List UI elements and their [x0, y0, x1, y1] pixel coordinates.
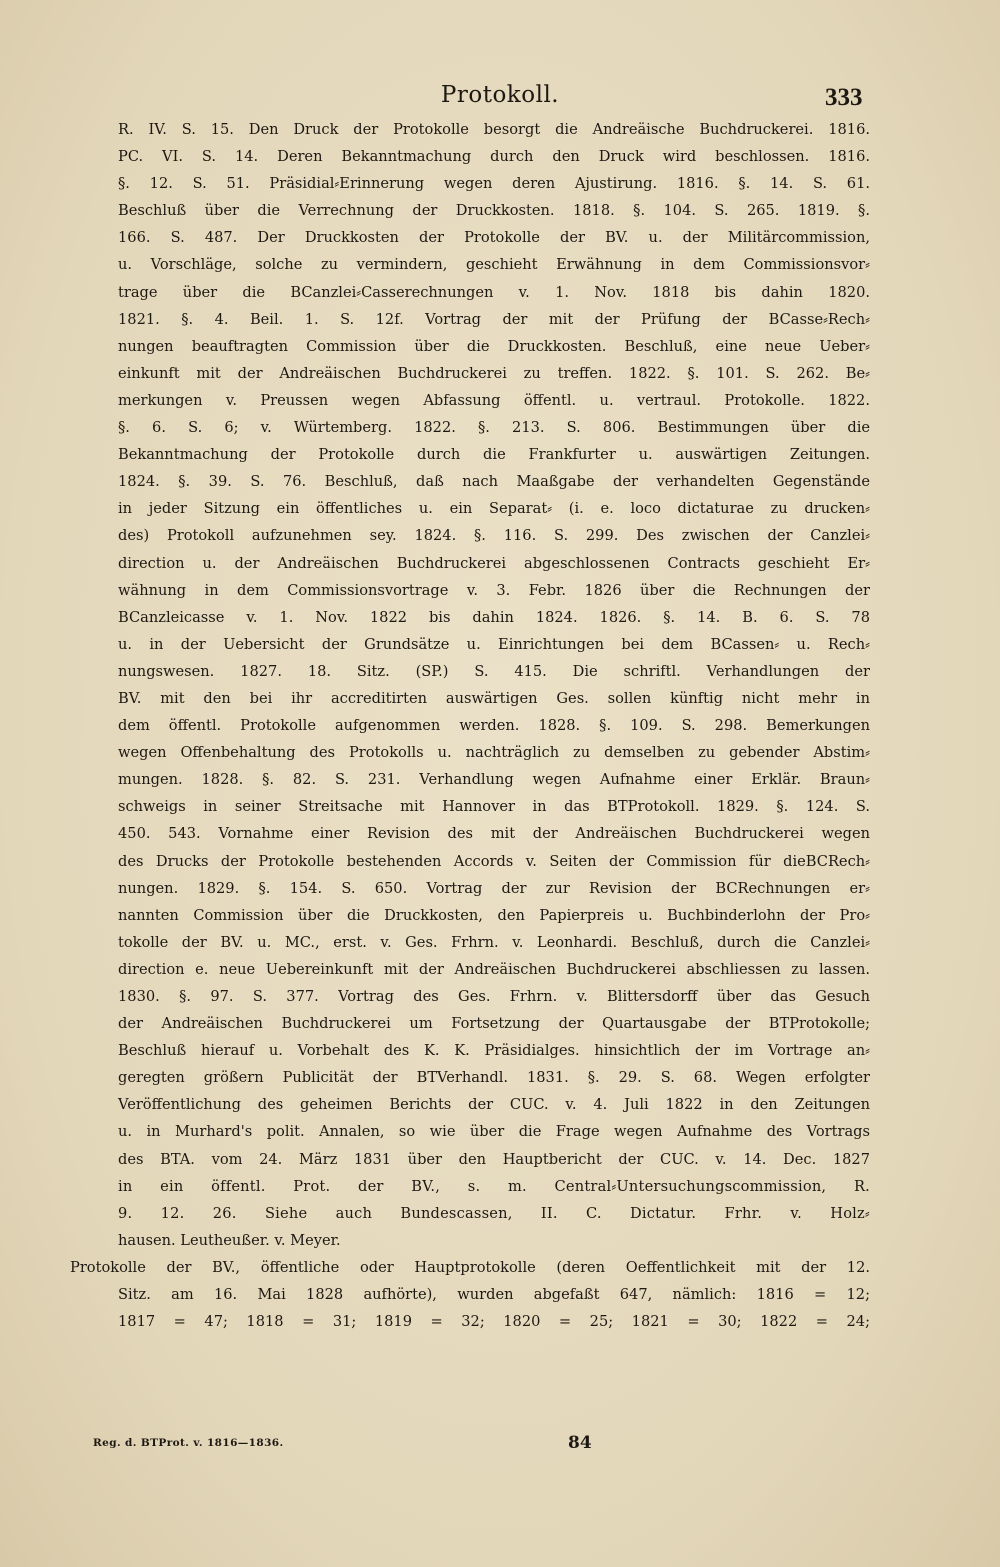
- sheet-number: 84: [568, 1433, 592, 1453]
- text-line: tokolle der BV. u. MC., erst. v. Ges. Frhrn. v. Leonhardi. Beschluß, durch die Canzlei⸗: [118, 933, 870, 951]
- text-line: des Drucks der Protokolle bestehenden Accords v. Seiten der Commission für dieBCRech⸗: [118, 852, 870, 870]
- text-line: §. 6. S. 6; v. Würtemberg. 1822. §. 213. S. 806. Bestimmungen über die: [118, 419, 870, 437]
- text-line: 166. S. 487. Der Druckkosten der Protokolle der BV. u. der Militärcommission,: [118, 229, 870, 247]
- text-line: 9. 12. 26. Siehe auch Bundescassen, II. C. Dictatur. Frhr. v. Holz⸗: [118, 1204, 870, 1222]
- text-line: merkungen v. Preussen wegen Abfassung öffentl. u. vertraul. Protokolle. 1822.: [118, 391, 870, 409]
- text-line: der Andreäischen Buchdruckerei um Fortsetzung der Quartausgabe der BTProtokolle;: [118, 1015, 870, 1033]
- text-line: nungswesen. 1827. 18. Sitz. (SP.) S. 415. Die schriftl. Verhandlungen der: [118, 662, 870, 680]
- text-line: direction u. der Andreäischen Buchdruckerei abgeschlossenen Contracts geschieht Er⸗: [118, 554, 870, 572]
- index-text-block: [70, 116, 870, 1335]
- text-line: nannten Commission über die Druckkosten, den Papierpreis u. Buchbinderlohn der Pro⸗: [118, 906, 870, 924]
- text-line: 1824. §. 39. S. 76. Beschluß, daß nach Maaßgabe der verhandelten Gegenstände: [118, 473, 870, 491]
- text-line: 1817 = 47; 1818 = 31; 1819 = 32; 1820 = 25; 1821 = 30; 1822 = 24;: [118, 1313, 870, 1331]
- text-line: §. 12. S. 51. Präsidial⸗Erinnerung wegen deren Ajustirung. 1816. §. 14. S. 61.: [118, 175, 870, 193]
- text-line: u. in der Uebersicht der Grundsätze u. Einrichtungen bei dem BCassen⸗ u. Rech⸗: [118, 635, 870, 653]
- text-line: nungen beauftragten Commission über die Druckkosten. Beschluß, eine neue Ueber⸗: [118, 337, 870, 355]
- running-title: Protokoll.: [440, 82, 560, 108]
- page-footer: [70, 1433, 870, 1459]
- text-line: geregten größern Publicität der BTVerhandl. 1831. §. 29. S. 68. Wegen erfolgter: [118, 1069, 870, 1087]
- text-line: PC. VI. S. 14. Deren Bekanntmachung durch den Druck wird beschlossen. 1816.: [118, 148, 870, 166]
- text-line: direction e. neue Uebereinkunft mit der Andreäischen Buchdruckerei abschliessen zu lassen.: [118, 960, 870, 978]
- text-line: BCanzleicasse v. 1. Nov. 1822 bis dahin 1824. 1826. §. 14. B. 6. S. 78: [118, 608, 870, 626]
- text-line: dem öffentl. Protokolle aufgenommen werden. 1828. §. 109. S. 298. Bemerkungen: [118, 717, 870, 735]
- text-line: wegen Offenbehaltung des Protokolls u. nachträglich zu demselben zu gebender Abstim⸗: [118, 744, 870, 762]
- text-line: des BTA. vom 24. März 1831 über den Hauptbericht der CUC. v. 14. Dec. 1827: [118, 1150, 870, 1168]
- signature-mark: Reg. d. BTProt. v. 1816—1836.: [93, 1437, 284, 1449]
- text-line: 1821. §. 4. Beil. 1. S. 12f. Vortrag der mit der Prüfung der BCasse⸗Rech⸗: [118, 310, 870, 328]
- text-line: mungen. 1828. §. 82. S. 231. Verhandlung wegen Aufnahme einer Erklär. Braun⸗: [118, 771, 870, 789]
- text-line: schweigs in seiner Streitsache mit Hannover in das BTProtokoll. 1829. §. 124. S.: [118, 798, 870, 816]
- text-line: Beschluß hierauf u. Vorbehalt des K. K. Präsidialges. hinsichtlich der im Vortrage an⸗: [118, 1042, 870, 1060]
- text-line: Sitz. am 16. Mai 1828 aufhörte), wurden abgefaßt 647, nämlich: 1816 = 12;: [118, 1286, 870, 1304]
- text-line: in jeder Sitzung ein öffentliches u. ein Separat⸗ (i. e. loco dictaturae zu drucken⸗: [118, 500, 870, 518]
- text-line: nungen. 1829. §. 154. S. 650. Vortrag der zur Revision der BCRechnungen er⸗: [118, 879, 870, 897]
- text-line: Veröffentlichung des geheimen Berichts der CUC. v. 4. Juli 1822 in den Zeitungen: [118, 1096, 870, 1114]
- entry-heading-line: Protokolle der BV., öffentliche oder Hauptprotokolle (deren Oeffentlichkeit mit der 12.: [70, 1258, 870, 1276]
- text-line: in ein öffentl. Prot. der BV., s. m. Central⸗Untersuchungscommission, R.: [118, 1177, 870, 1195]
- text-line: u. in Murhard's polit. Annalen, so wie über die Frage wegen Aufnahme des Vortrags: [118, 1123, 870, 1141]
- text-line: 450. 543. Vornahme einer Revision des mit der Andreäischen Buchdruckerei wegen: [118, 825, 870, 843]
- text-line: einkunft mit der Andreäischen Buchdruckerei zu treffen. 1822. §. 101. S. 262. Be⸗: [118, 364, 870, 382]
- text-line: R. IV. S. 15. Den Druck der Protokolle besorgt die Andreäische Buchdruckerei. 1816.: [118, 121, 870, 138]
- text-line: des) Protokoll aufzunehmen sey. 1824. §. 116. S. 299. Des zwischen der Canzlei⸗: [118, 527, 870, 545]
- text-line: trage über die BCanzlei⸗Casserechnungen v. 1. Nov. 1818 bis dahin 1820.: [118, 283, 870, 301]
- text-line: Bekanntmachung der Protokolle durch die Frankfurter u. auswärtigen Zeitungen.: [118, 446, 870, 464]
- page-number: 333: [825, 84, 863, 111]
- text-line: 1830. §. 97. S. 377. Vortrag des Ges. Frhrn. v. Blittersdorff über das Gesuch: [118, 988, 870, 1005]
- text-line: Beschluß über die Verrechnung der Druckkosten. 1818. §. 104. S. 265. 1819. §.: [118, 202, 870, 220]
- text-line: BV. mit den bei ihr accreditirten auswärtigen Ges. sollen künftig nicht mehr in: [118, 689, 870, 707]
- text-line: wähnung in dem Commissionsvortrage v. 3. Febr. 1826 über die Rechnungen der: [118, 581, 870, 599]
- text-line: hausen. Leutheußer. v. Meyer.: [118, 1231, 341, 1249]
- text-line: u. Vorschläge, solche zu vermindern, geschieht Erwähnung in dem Commissionsvor⸗: [118, 256, 870, 274]
